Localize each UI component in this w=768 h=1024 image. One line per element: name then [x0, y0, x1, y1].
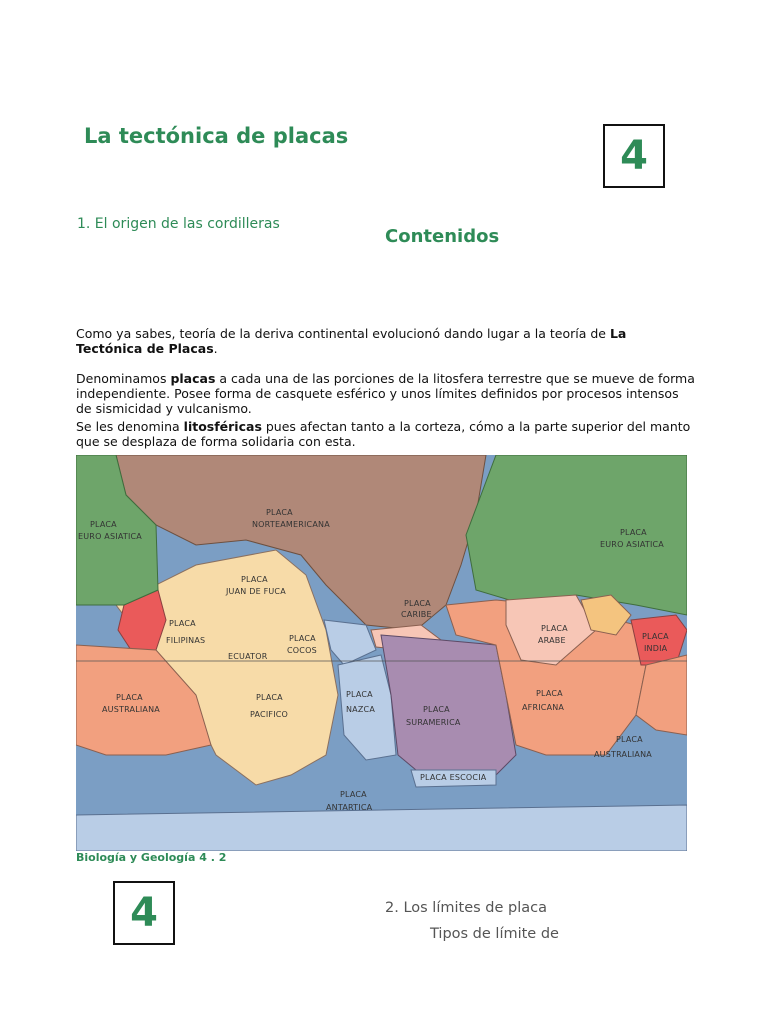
section-link-limits[interactable]: 2. Los límites de placa: [385, 900, 547, 916]
subsection-link-types[interactable]: Tipos de límite de: [430, 926, 559, 942]
label-caribe-l1: PLACA: [404, 599, 431, 608]
label-africana-l2: AFRICANA: [522, 703, 565, 712]
label-australiana-west-l2: AUSTRALIANA: [102, 705, 160, 714]
label-norteamericana-l1: PLACA: [266, 508, 293, 517]
label-arabe-l2: ARABE: [538, 636, 566, 645]
label-sudamerica-l2: SURAMERICA: [406, 718, 461, 727]
label-africana-l1: PLACA: [536, 689, 563, 698]
label-arabe-l1: PLACA: [541, 624, 568, 633]
label-euroasiatica-west-l1: PLACA: [90, 520, 117, 529]
plate-euroasiatica-east: [466, 455, 687, 615]
label-caribe-l2: CARIBE: [401, 610, 432, 619]
label-escocia: PLACA ESCOCIA: [420, 773, 487, 782]
paragraph-intro: Como ya sabes, teoría de la deriva continental evolucionó dando lugar a la teoría de La Tectónica de Placas.: [76, 326, 627, 356]
label-antartica-l2: ANTARTICA: [326, 803, 373, 812]
label-pacifico-l2: PACIFICO: [250, 710, 289, 719]
label-norteamericana-l2: NORTEAMERICANA: [252, 520, 330, 529]
contents-heading[interactable]: Contenidos: [385, 226, 500, 247]
label-juan-de-fuca-l2: JUAN DE FUCA: [226, 587, 286, 596]
label-nazca-l1: PLACA: [346, 690, 373, 699]
tectonic-plates-map: [76, 455, 687, 851]
paragraph-litosfericas: Se les denomina litosféricas pues afectan tanto a la corteza, cómo a la parte superior del manto que se desplaza de forma solidaria con esta.: [76, 419, 691, 449]
footer-subject: Biología y Geología 4 . 2: [76, 851, 227, 864]
label-cocos-l2: COCOS: [287, 646, 317, 655]
label-pacifico-l1: PLACA: [256, 693, 283, 702]
label-euroasiatica-east-l2: EURO ASIATICA: [600, 540, 664, 549]
label-filipinas-l2: FILIPINAS: [166, 636, 206, 645]
label-india-l1: PLACA: [642, 632, 669, 641]
label-filipinas-l1: PLACA: [169, 619, 196, 628]
label-euroasiatica-west-l2: EURO ASIATICA: [78, 532, 142, 541]
label-india-l2: INDIA: [644, 644, 668, 653]
label-australiana-east-l2: AUSTRALIANA: [594, 750, 652, 759]
section-link-origin[interactable]: 1. El origen de las cordilleras: [77, 216, 280, 232]
label-juan-de-fuca-l1: PLACA: [241, 575, 268, 584]
label-sudamerica-l1: PLACA: [423, 705, 450, 714]
label-antartica-l1: PLACA: [340, 790, 367, 799]
label-euroasiatica-east-l1: PLACA: [620, 528, 647, 537]
page-title: La tectónica de placas: [84, 124, 349, 148]
paragraph-placas: Denominamos placas a cada una de las porciones de la litosfera terrestre que se mueve de forma independiente. Posee forma de casquete esférico y unos límites definidos por procesos intensos de sismicidad y vulcanismo.: [76, 371, 695, 416]
label-australiana-east-l1: PLACA: [616, 735, 643, 744]
equator-label: ECUATOR: [228, 652, 268, 661]
unit-number-box-bottom: 4: [113, 881, 175, 945]
label-cocos-l1: PLACA: [289, 634, 316, 643]
unit-number-box: 4: [603, 124, 665, 188]
label-nazca-l2: NAZCA: [346, 705, 375, 714]
label-australiana-west-l1: PLACA: [116, 693, 143, 702]
